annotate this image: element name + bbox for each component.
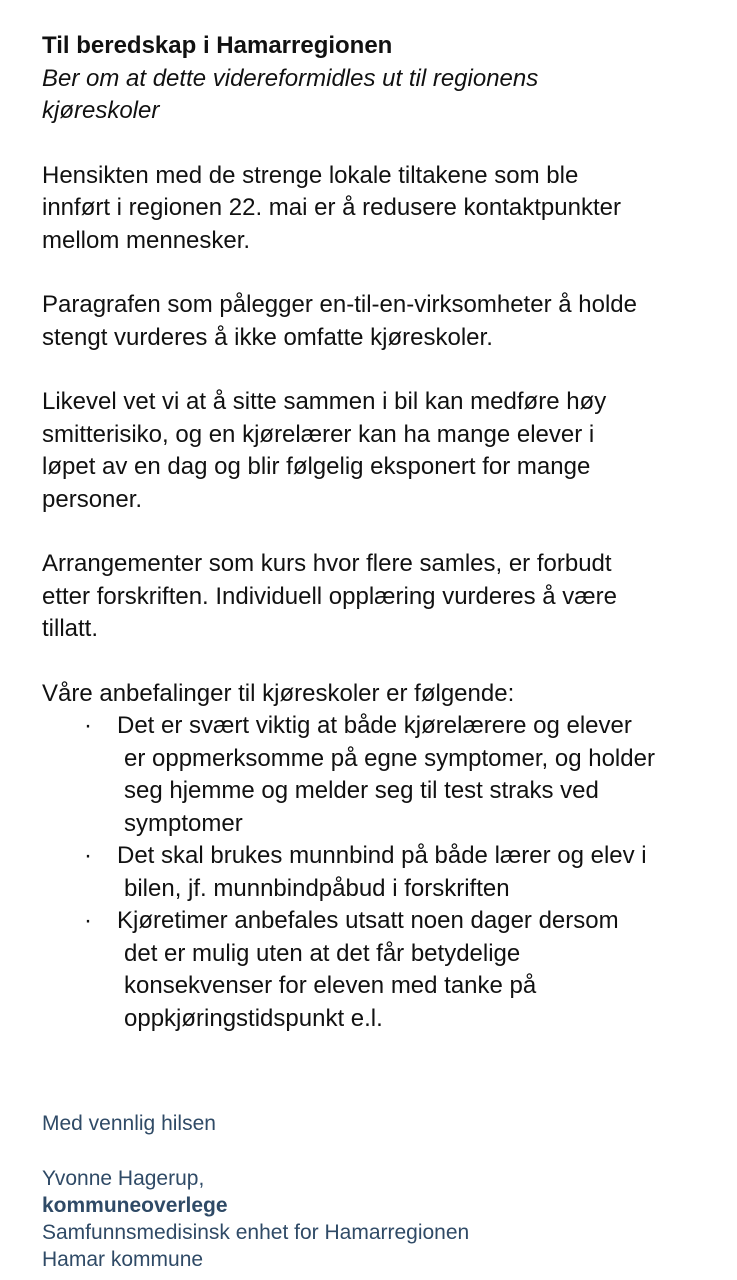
paragraph-line: stengt vurderes å ikke omfatte kjøreskoler. bbox=[42, 323, 493, 351]
recommendations-section bbox=[42, 678, 722, 1036]
list-item bbox=[42, 905, 722, 1035]
recommendations-intro: Våre anbefalinger til kjøreskoler er følgende: bbox=[42, 679, 515, 707]
signature-role: kommuneoverlege bbox=[42, 1194, 228, 1217]
list-item-line: Kjøretimer anbefales utsatt noen dager dersom bbox=[117, 907, 619, 934]
paragraph-line: tillatt. bbox=[42, 615, 99, 642]
paragraph-line: personer. bbox=[42, 485, 143, 513]
bullet-dot: · bbox=[84, 842, 92, 869]
paragraph-line: Arrangementer som kurs hvor flere samles, er forbudt bbox=[42, 550, 612, 577]
list-item-line: er oppmerksomme på egne symptomer, og holder bbox=[124, 744, 655, 772]
paragraph-events bbox=[42, 548, 722, 646]
letter-subtitle-line: Ber om at dette videreformidles ut til regionens bbox=[42, 64, 539, 92]
paragraph-rule bbox=[42, 289, 722, 354]
paragraph-line: mellom mennesker. bbox=[42, 226, 251, 254]
bullet-dot: · bbox=[84, 712, 92, 739]
paragraph-line: smitterisiko, og en kjørelærer kan ha mange elever i bbox=[42, 420, 595, 448]
list-item bbox=[42, 710, 722, 840]
list-item-line: bilen, jf. munnbindpåbud i forskriften bbox=[124, 874, 510, 902]
paragraph-line: Likevel vet vi at å sitte sammen i bil kan medføre høy bbox=[42, 388, 607, 415]
list-item-line: symptomer bbox=[124, 809, 243, 837]
letter-title: Til beredskap i Hamarregionen bbox=[42, 32, 393, 59]
signature-organization: Hamar kommune bbox=[42, 1248, 204, 1271]
bullet-dot: · bbox=[84, 907, 92, 934]
list-item-line: Det er svært viktig at både kjørelærere og elever bbox=[117, 712, 632, 739]
list-item-line: det er mulig uten at det får betydelige bbox=[124, 939, 521, 967]
paragraph-line: løpet av en dag og blir følgelig eksponert for mange bbox=[42, 453, 591, 480]
signature-block bbox=[42, 1110, 469, 1273]
recommendations-list bbox=[42, 710, 722, 1035]
signature-name: Yvonne Hagerup, bbox=[42, 1167, 205, 1190]
paragraph-line: Paragrafen som pålegger en-til-en-virksomheter å holde bbox=[42, 291, 637, 318]
paragraph-line: innført i regionen 22. mai er å redusere kontaktpunkter bbox=[42, 194, 621, 221]
list-item-line: oppkjøringstidspunkt e.l. bbox=[124, 1004, 383, 1032]
signature-greeting: Med vennlig hilsen bbox=[42, 1112, 216, 1135]
letter-body bbox=[42, 30, 722, 1035]
paragraph-purpose bbox=[42, 160, 722, 258]
paragraph-risk bbox=[42, 386, 722, 516]
signature-unit: Samfunnsmedisinsk enhet for Hamarregionen bbox=[42, 1221, 470, 1244]
paragraph-line: Hensikten med de strenge lokale tiltakene som ble bbox=[42, 161, 579, 189]
list-item-line: konsekvenser for eleven med tanke på bbox=[124, 972, 537, 999]
signature-spacer bbox=[42, 1137, 469, 1165]
letter-subtitle-line: kjøreskoler bbox=[42, 97, 160, 124]
list-item-line: seg hjemme og melder seg til test straks ved bbox=[124, 777, 599, 804]
paragraph-line: etter forskriften. Individuell opplæring vurderes å være bbox=[42, 582, 617, 610]
list-item-line: Det skal brukes munnbind på både lærer og elev i bbox=[117, 842, 647, 869]
list-item bbox=[42, 840, 722, 905]
